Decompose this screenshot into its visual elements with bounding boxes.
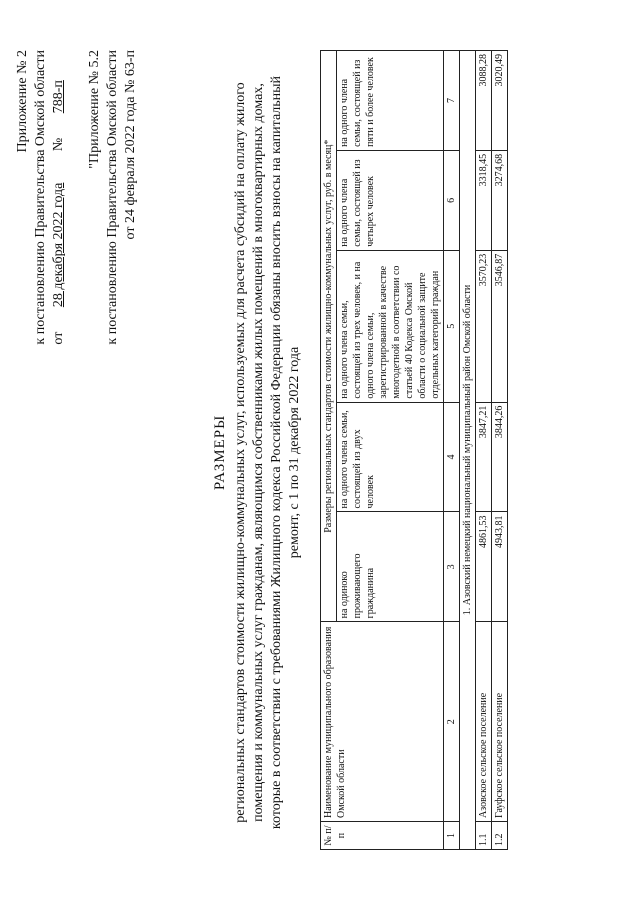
appendix-2-number: 788-п — [51, 80, 66, 114]
appendix-2-from: от — [51, 331, 66, 345]
section-title: 1. Азовский немецкий национальный муниципальный район Омской области — [460, 51, 476, 850]
subheader-single: на одиноко проживающего гражданина — [337, 512, 444, 622]
column-number: 1 — [444, 822, 460, 850]
row-value: 3844,26 — [492, 402, 508, 512]
column-number: 5 — [444, 250, 460, 402]
appendix-2-decree: к постановлению Правительства Омской области — [33, 50, 48, 345]
row-value: 4943,81 — [492, 512, 508, 622]
document-title: РАЗМЕРЫ — [212, 414, 228, 491]
section-row — [460, 51, 476, 850]
document-subtitle: региональных стандартов стоимости жилищно-коммунальных услуг, используемых для расчета субсидий на оплату жилого помещения и коммунальных услуг гражданам, являющимся собственниками жилых помещений в многоквартирных домах, которые в соответствии с требованиями Жилищного кодекса Российской Федерации обязаны вносить взносы на капитальный ремонт, с 1 по 31 декабря 2022 года — [233, 75, 302, 830]
appendix-5-2-block — [86, 50, 140, 345]
row-value: 3020,49 — [492, 51, 508, 151]
subheader-three: на одного члена семьи, состоящей из трех человек, и на одного члена семьи, зарегистрированной в качестве многодетной в соответствии со статьей 40 Кодекса Омской области о социальной защите отдельных категорий граждан — [337, 250, 444, 402]
column-number: 6 — [444, 150, 460, 250]
appendix-5-2-title: "Приложение № 5.2 — [87, 50, 102, 169]
column-number: 4 — [444, 402, 460, 512]
row-value: 4861,53 — [476, 512, 492, 622]
table-header-row — [321, 51, 337, 850]
table-row — [492, 51, 508, 850]
appendix-2-date-line — [50, 50, 68, 345]
row-value: 3274,68 — [492, 150, 508, 250]
table-row — [476, 51, 492, 850]
subheader-five: на одного члена семьи, состоящей из пяти и более человек — [337, 51, 444, 151]
appendix-2-title: Приложение № 2 — [15, 50, 30, 153]
row-value: 3847,21 — [476, 402, 492, 512]
header-group: Размеры региональных стандартов стоимости жилищно-коммунальных услуг, руб. в месяц* — [321, 51, 337, 622]
row-num: 1.2 — [492, 822, 508, 850]
header-num: № п/п — [321, 822, 444, 850]
row-num: 1.1 — [476, 822, 492, 850]
column-number-row — [444, 51, 460, 850]
appendix-5-2-decree: к постановлению Правительства Омской области — [105, 50, 120, 345]
row-value: 3088,28 — [476, 51, 492, 151]
row-value: 3546,87 — [492, 250, 508, 402]
column-number: 7 — [444, 51, 460, 151]
header-name: Наименование муниципального образования Омской области — [321, 622, 444, 822]
row-name: Гауфское сельское поселение — [492, 622, 508, 822]
subheader-two: на одного члена семьи, состоящей из двух человек — [337, 402, 444, 512]
row-value: 3570,23 — [476, 250, 492, 402]
appendix-5-2-date-number: от 24 февраля 2022 года № 63-п — [123, 50, 138, 240]
column-number: 3 — [444, 512, 460, 622]
appendix-2-block — [14, 50, 68, 345]
appendix-2-date: 28 декабря 2022 года — [51, 182, 66, 308]
row-value: 3318,45 — [476, 150, 492, 250]
subheader-four: на одного члена семьи, состоящей из четырех человек — [337, 150, 444, 250]
row-name: Азовское сельское поселение — [476, 622, 492, 822]
appendix-2-number-sign: № — [51, 137, 66, 152]
standards-table — [320, 50, 508, 850]
column-number: 2 — [444, 622, 460, 822]
